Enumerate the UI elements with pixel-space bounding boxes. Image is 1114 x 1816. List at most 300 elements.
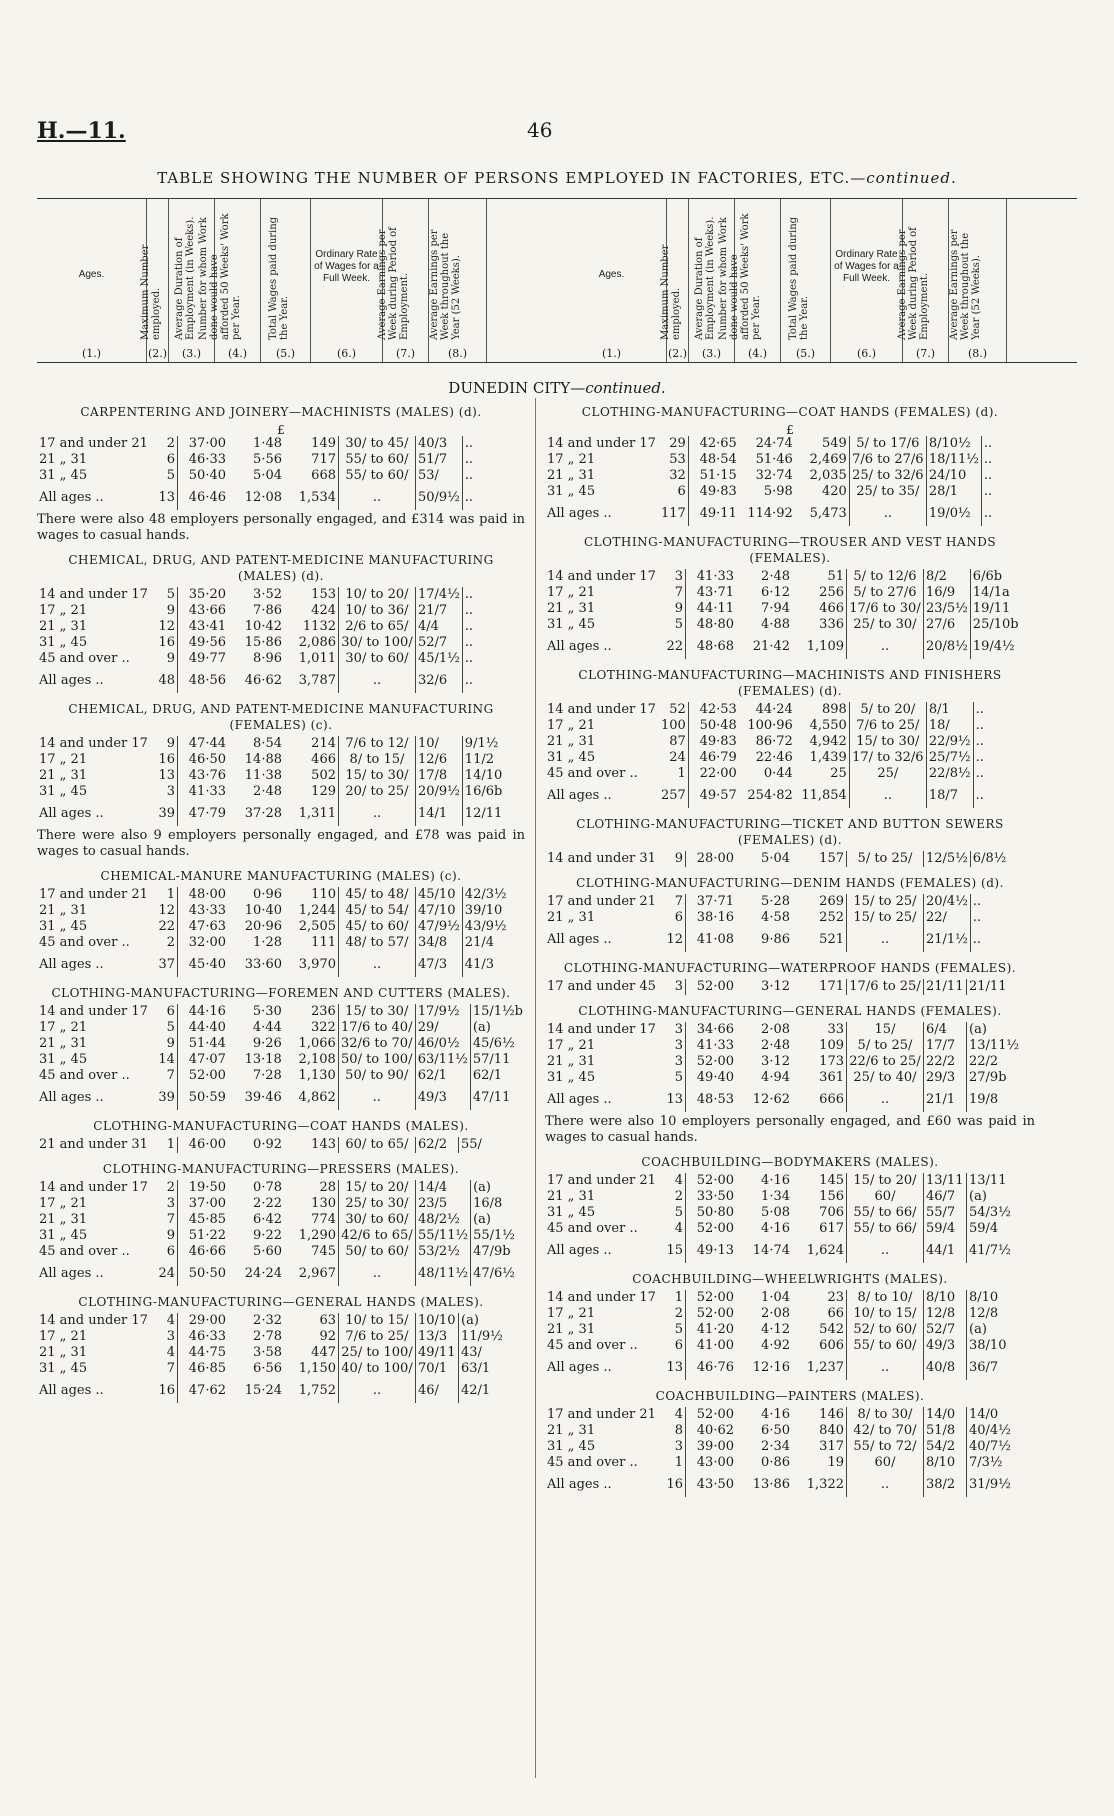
- table-cell: 21 and under 31: [39, 1137, 148, 1152]
- table-cell: 47·63: [188, 919, 226, 934]
- table-cell: 3: [659, 979, 686, 995]
- section-title: COACHBUILDING—PAINTERS (MALES).: [655, 1389, 925, 1403]
- table-cell: 31 „ 45: [547, 617, 596, 632]
- pound-sign: £: [786, 423, 794, 437]
- table-cell: 41·33: [696, 1038, 734, 1053]
- total-row: [37, 951, 525, 977]
- table-cell: 30/ to 45/: [339, 436, 416, 452]
- table-cell: 15/ to 30/: [339, 768, 416, 784]
- table-cell: 21/4: [464, 935, 494, 950]
- table-cell: 44·11: [696, 601, 734, 616]
- table-row: [545, 468, 1035, 484]
- table-cell: 57/11: [472, 1052, 511, 1067]
- table-cell: 14 and under 17: [547, 1022, 656, 1037]
- table-cell: 466: [284, 752, 339, 768]
- table-cell: 8/10: [969, 1290, 999, 1305]
- total-cell: 257: [659, 782, 688, 808]
- table-cell: 606: [792, 1338, 847, 1354]
- table-cell: 51·46: [755, 452, 793, 467]
- table-cell: 41·33: [188, 784, 226, 799]
- table-cell: 2,469: [795, 452, 850, 468]
- table-cell: 4·16: [761, 1221, 790, 1236]
- total-cell: 39: [151, 800, 178, 826]
- table-cell: 31 „ 45: [39, 1052, 88, 1067]
- table-cell: 40·62: [696, 1423, 734, 1438]
- data-table: [545, 1407, 1035, 1497]
- table-row: [545, 1038, 1035, 1054]
- table-section: [545, 1154, 1035, 1263]
- table-row: [545, 484, 1035, 500]
- table-cell: 10·42: [244, 619, 282, 634]
- table-cell: 12/8: [924, 1306, 967, 1322]
- table-section: [37, 1118, 525, 1153]
- table-cell: 10/ to 15/: [847, 1306, 924, 1322]
- table-cell: 87: [659, 734, 688, 750]
- total-cell: 12: [659, 926, 686, 952]
- table-row: [545, 585, 1035, 601]
- table-cell: 46·33: [188, 452, 226, 467]
- table-row: [37, 1004, 525, 1020]
- table-section: [545, 875, 1035, 952]
- table-cell: 15/ to 20/: [847, 1173, 924, 1189]
- total-cell: All ages ..: [547, 506, 612, 521]
- table-cell: 40/4½: [969, 1423, 1011, 1438]
- table-row: [37, 1036, 525, 1052]
- table-cell: 16: [151, 635, 178, 651]
- total-cell: All ages ..: [547, 1092, 612, 1107]
- table-cell: 171: [792, 979, 847, 995]
- table-cell: 6·56: [253, 1361, 282, 1376]
- header-col-7: [896, 199, 949, 362]
- table-cell: 0·96: [253, 887, 282, 902]
- table-cell: 37·71: [696, 894, 734, 909]
- table-cell: 0·44: [763, 766, 793, 781]
- table-cell: 5: [659, 617, 686, 633]
- total-cell: 254·82: [747, 788, 793, 803]
- table-cell: (a): [472, 1020, 491, 1035]
- total-row: [545, 1471, 1035, 1497]
- table-section: [545, 816, 1035, 867]
- table-cell: 5/ to 12/6: [847, 569, 924, 585]
- table-cell: 51·15: [699, 468, 737, 483]
- table-cell: 14/4: [416, 1180, 471, 1196]
- total-cell: 1,237: [792, 1354, 847, 1380]
- table-row: [37, 1180, 525, 1196]
- table-cell: 9: [659, 851, 686, 867]
- table-cell: 34·66: [696, 1022, 734, 1037]
- total-cell: All ages ..: [39, 1266, 104, 1281]
- table-cell: 17 and under 45: [547, 979, 656, 994]
- total-cell: ..: [339, 951, 416, 977]
- table-cell: 31 „ 45: [39, 468, 88, 483]
- table-cell: (a): [473, 1180, 491, 1195]
- table-cell: 1,150: [284, 1361, 339, 1377]
- total-cell: All ages ..: [39, 1090, 104, 1105]
- table-cell: 49·83: [699, 734, 737, 749]
- table-cell: 54/3½: [969, 1205, 1011, 1220]
- table-cell: 46·50: [188, 752, 226, 767]
- total-cell: ..: [339, 1260, 416, 1286]
- total-cell: 46·62: [244, 673, 282, 688]
- table-row: [37, 587, 525, 603]
- table-cell: 28: [284, 1180, 339, 1196]
- data-table: [37, 887, 525, 977]
- table-cell: ..: [975, 766, 984, 781]
- table-cell: 25/ to 32/6: [849, 468, 926, 484]
- total-cell: 5,473: [795, 500, 850, 526]
- table-cell: 48/2½: [416, 1212, 471, 1228]
- table-cell: 55/ to 66/: [847, 1221, 924, 1237]
- table-cell: 15/ to 25/: [847, 910, 924, 926]
- table-cell: 5·08: [761, 1205, 790, 1220]
- header-label: Average Earnings per Week throughout the Year (52 Weeks).: [948, 229, 982, 340]
- table-cell: 5/ to 25/: [847, 1038, 924, 1054]
- table-cell: 1·34: [761, 1189, 790, 1204]
- table-cell: 39·00: [696, 1439, 734, 1454]
- table-row: [545, 1189, 1035, 1205]
- table-row: [545, 601, 1035, 617]
- table-cell: 49/3: [924, 1338, 967, 1354]
- data-table: [37, 1313, 525, 1403]
- table-cell: 10·40: [244, 903, 282, 918]
- table-cell: 52: [659, 702, 688, 718]
- table-cell: 542: [792, 1322, 847, 1338]
- table-cell: 46·66: [188, 1244, 226, 1259]
- total-row: [37, 1260, 525, 1286]
- table-cell: 14 and under 17: [39, 1180, 148, 1195]
- table-cell: 2·48: [761, 569, 790, 584]
- table-cell: 46·85: [188, 1361, 226, 1376]
- total-cell: 39·46: [244, 1090, 282, 1105]
- table-row: [37, 1068, 525, 1084]
- table-cell: 17 and under 21: [547, 1407, 656, 1422]
- total-cell: 40/8: [924, 1354, 967, 1380]
- table-cell: 252: [792, 910, 847, 926]
- total-cell: 19/4½: [972, 639, 1015, 654]
- table-cell: 21 „ 31: [39, 1212, 88, 1227]
- table-cell: 15·86: [244, 635, 282, 650]
- total-cell: 15: [659, 1237, 686, 1263]
- table-cell: 18/11½: [926, 452, 981, 468]
- table-cell: 706: [792, 1205, 847, 1221]
- table-cell: 55/: [461, 1137, 482, 1152]
- section-title: CLOTHING-MANUFACTURING—COAT HANDS (MALES).: [93, 1119, 469, 1133]
- total-cell: 49·11: [699, 506, 737, 521]
- table-cell: 2·34: [761, 1439, 790, 1454]
- table-row: [37, 603, 525, 619]
- table-cell: 100·96: [747, 718, 793, 733]
- total-cell: 49·13: [696, 1243, 734, 1258]
- table-cell: 5·30: [252, 1004, 282, 1019]
- table-cell: 15/1½b: [472, 1004, 523, 1019]
- table-cell: 5·04: [761, 851, 790, 866]
- header-label: Average Earnings per Week during Period of Employment.: [376, 227, 410, 340]
- table-cell: 21/11: [924, 979, 967, 995]
- table-title: [0, 169, 1114, 187]
- header-number: (6.): [336, 347, 357, 360]
- table-cell: 5·60: [253, 1244, 282, 1259]
- table-cell: 21 „ 31: [39, 1345, 88, 1360]
- total-cell: 1,311: [284, 800, 339, 826]
- table-cell: 14 and under 17: [547, 1290, 656, 1305]
- header-number: (6.): [856, 347, 877, 360]
- table-cell: 2·48: [761, 1038, 790, 1053]
- table-cell: 17 „ 21: [547, 1306, 596, 1321]
- table-cell: 7: [151, 1212, 178, 1228]
- header-label: Ordinary Rate of Wages for a Full Week.: [314, 249, 379, 284]
- table-cell: 898: [795, 702, 850, 718]
- table-cell: 9: [151, 1228, 178, 1244]
- table-cell: 32/6 to 70/: [338, 1036, 415, 1052]
- table-cell: 44·75: [188, 1345, 226, 1360]
- header-label: Maximum Number employed.: [139, 244, 162, 340]
- total-cell: 46·76: [696, 1360, 734, 1375]
- table-cell: 45 and over ..: [547, 1221, 638, 1236]
- header-label: Ages.: [78, 269, 105, 280]
- table-row: [37, 1212, 525, 1228]
- table-row: [37, 1361, 525, 1377]
- total-cell: 48·68: [696, 639, 734, 654]
- table-cell: 23: [792, 1290, 847, 1306]
- table-cell: 14 and under 17: [547, 436, 656, 451]
- table-cell: 6/4: [924, 1022, 967, 1038]
- table-cell: ..: [975, 718, 984, 733]
- table-cell: 45/ to 48/: [339, 887, 416, 903]
- total-cell: 13·86: [752, 1477, 790, 1492]
- table-row: [37, 452, 525, 468]
- table-cell: 6·12: [761, 585, 790, 600]
- table-cell: 17 „ 21: [39, 1196, 88, 1211]
- total-cell: All ages ..: [547, 1360, 612, 1375]
- table-cell: 111: [284, 935, 339, 951]
- total-cell: All ages ..: [39, 1383, 104, 1398]
- total-row: [37, 1377, 525, 1403]
- table-cell: 7: [659, 894, 686, 910]
- table-row: [545, 436, 1035, 452]
- table-cell: 43·66: [188, 603, 226, 618]
- table-row: [545, 910, 1035, 926]
- table-cell: 41·33: [696, 569, 734, 584]
- table-cell: 1·48: [253, 436, 282, 451]
- table-cell: 4·92: [761, 1338, 790, 1353]
- table-cell: 38/10: [969, 1338, 1007, 1353]
- table-cell: (a): [969, 1189, 987, 1204]
- table-cell: 4: [659, 1173, 686, 1189]
- table-cell: 21 „ 31: [39, 1036, 88, 1051]
- table-cell: 21/7: [416, 603, 463, 619]
- table-cell: ..: [464, 587, 474, 602]
- table-cell: 16: [151, 752, 178, 768]
- table-cell: 27/9b: [969, 1070, 1007, 1085]
- table-cell: 31 „ 45: [547, 484, 596, 499]
- data-table: [545, 569, 1035, 659]
- table-cell: 37·00: [188, 1196, 226, 1211]
- table-cell: 3: [659, 1439, 686, 1455]
- section-title: CARPENTERING AND JOINERY—MACHINISTS (MALES) (d).: [80, 405, 482, 419]
- table-cell: 55/7: [924, 1205, 967, 1221]
- table-cell: 173: [792, 1054, 847, 1070]
- table-cell: 48·80: [696, 617, 734, 632]
- table-cell: 52·00: [696, 1290, 734, 1305]
- table-cell: 51·22: [188, 1228, 226, 1243]
- total-cell: 37·28: [244, 806, 282, 821]
- data-table: [545, 1290, 1035, 1380]
- table-cell: 14 and under 17: [39, 1004, 148, 1019]
- table-cell: 52·00: [188, 1068, 226, 1083]
- table-cell: 6: [151, 1004, 177, 1020]
- table-row: [37, 1345, 525, 1361]
- table-cell: 322: [284, 1020, 338, 1036]
- table-cell: 4: [659, 1221, 686, 1237]
- table-cell: 14 and under 17: [39, 736, 148, 751]
- table-cell: 23/5½: [924, 601, 971, 617]
- header-label: Ages.: [598, 269, 625, 280]
- table-cell: 22·00: [699, 766, 737, 781]
- header-col-4: [717, 199, 781, 362]
- section-title: COACHBUILDING—WHEELWRIGHTS (MALES).: [632, 1272, 948, 1286]
- table-cell: 7: [151, 1361, 178, 1377]
- table-cell: 45/ to 54/: [339, 903, 416, 919]
- table-cell: 29/: [415, 1020, 470, 1036]
- table-cell: 3: [151, 1196, 178, 1212]
- table-cell: ..: [972, 894, 982, 909]
- header-col-1: [37, 199, 147, 362]
- table-cell: ..: [464, 436, 474, 451]
- table-cell: 12/8: [969, 1306, 999, 1321]
- section-title: COACHBUILDING—BODYMAKERS (MALES).: [641, 1155, 939, 1169]
- table-row: [37, 436, 525, 452]
- total-cell: 14·74: [752, 1243, 790, 1258]
- total-cell: 18/7: [926, 782, 973, 808]
- total-cell: All ages ..: [547, 788, 612, 803]
- total-row: [545, 1086, 1035, 1112]
- section-title: CLOTHING-MANUFACTURING—FOREMEN AND CUTTERS (MALES).: [51, 986, 511, 1000]
- table-cell: 37·00: [188, 436, 226, 451]
- table-cell: 44·40: [188, 1020, 226, 1035]
- total-cell: 3,787: [284, 667, 339, 693]
- table-cell: ..: [975, 734, 984, 749]
- table-cell: 16/8: [473, 1196, 503, 1211]
- table-cell: 447: [284, 1345, 339, 1361]
- total-cell: ..: [847, 1354, 924, 1380]
- total-cell: 37: [151, 951, 178, 977]
- table-cell: 2: [151, 935, 178, 951]
- table-cell: 17/6 to 25/: [847, 979, 924, 995]
- table-cell: 5/ to 17/6: [849, 436, 926, 452]
- table-cell: 7·86: [253, 603, 282, 618]
- table-cell: 840: [792, 1423, 847, 1439]
- table-cell: 3·52: [253, 587, 282, 602]
- table-cell: 60/: [847, 1189, 924, 1205]
- table-cell: 1: [659, 1290, 686, 1306]
- table-cell: 0·92: [253, 1137, 282, 1152]
- table-cell: 214: [284, 736, 339, 752]
- total-row: [545, 782, 1035, 808]
- table-cell: 5: [151, 468, 178, 484]
- total-cell: 24·24: [244, 1266, 282, 1281]
- table-cell: 31 „ 45: [39, 1228, 88, 1243]
- table-cell: 3·58: [253, 1345, 282, 1360]
- table-cell: 15/ to 30/: [849, 734, 926, 750]
- data-table: [545, 436, 1035, 526]
- table-cell: 45 and over ..: [39, 1244, 130, 1259]
- table-cell: 59/4: [924, 1221, 967, 1237]
- table-cell: 43/: [461, 1345, 482, 1360]
- total-cell: 114·92: [747, 506, 793, 521]
- total-cell: 49/3: [415, 1084, 470, 1110]
- table-cell: 19/11: [972, 601, 1011, 616]
- table-cell: 2,505: [284, 919, 339, 935]
- table-row: [37, 736, 525, 752]
- table-cell: 52/ to 60/: [847, 1322, 924, 1338]
- table-cell: 1: [659, 766, 688, 782]
- data-table: [37, 1004, 525, 1110]
- table-cell: 43·00: [696, 1455, 734, 1470]
- table-cell: 20·96: [244, 919, 282, 934]
- header-number: (4.): [227, 347, 248, 360]
- total-cell: ..: [849, 782, 926, 808]
- table-cell: 29·00: [188, 1313, 226, 1328]
- table-cell: 55/ to 72/: [847, 1439, 924, 1455]
- table-cell: 21 „ 31: [547, 601, 596, 616]
- total-cell: ..: [464, 490, 474, 505]
- table-cell: 31 „ 45: [39, 919, 88, 934]
- table-cell: 52/7: [416, 635, 463, 651]
- header-number: (7.): [395, 347, 416, 360]
- left-column: [37, 400, 525, 1411]
- table-row: [545, 569, 1035, 585]
- table-cell: ..: [983, 452, 993, 467]
- table-cell: 0·86: [761, 1455, 790, 1470]
- data-table: [545, 1022, 1035, 1112]
- total-row: [37, 800, 525, 826]
- table-section: [545, 1003, 1035, 1146]
- table-cell: 2: [151, 1180, 178, 1196]
- table-cell: 7/6 to 25/: [849, 718, 926, 734]
- table-cell: 336: [792, 617, 847, 633]
- table-cell: 40/3: [416, 436, 463, 452]
- pound-sign: £: [277, 423, 285, 437]
- table-cell: ..: [983, 484, 993, 499]
- table-row: [545, 1439, 1035, 1455]
- table-row: [545, 766, 1035, 782]
- table-cell: 15/ to 20/: [339, 1180, 416, 1196]
- table-cell: 13/11: [969, 1173, 1007, 1188]
- table-cell: 1,244: [284, 903, 339, 919]
- total-cell: 41·08: [696, 932, 734, 947]
- table-cell: 4,550: [795, 718, 850, 734]
- table-cell: 55/ to 60/: [847, 1338, 924, 1354]
- table-cell: 25/ to 40/: [847, 1070, 924, 1086]
- table-cell: 256: [792, 585, 847, 601]
- table-cell: 25/ to 100/: [339, 1345, 416, 1361]
- table-cell: 22/: [924, 910, 971, 926]
- table-cell: 3: [659, 1022, 686, 1038]
- table-cell: 4/4: [416, 619, 463, 635]
- table-cell: 3: [659, 1054, 686, 1070]
- total-cell: 41/3: [464, 957, 494, 972]
- table-cell: 4·16: [761, 1173, 790, 1188]
- table-cell: 0·78: [253, 1180, 282, 1195]
- table-cell: 5: [151, 587, 178, 603]
- table-cell: 42·53: [699, 702, 737, 717]
- table-cell: 9·22: [253, 1228, 282, 1243]
- table-cell: 9: [151, 736, 178, 752]
- total-cell: 666: [792, 1086, 847, 1112]
- table-cell: 8/2: [924, 569, 971, 585]
- total-cell: ..: [847, 633, 924, 659]
- total-cell: 49·57: [699, 788, 737, 803]
